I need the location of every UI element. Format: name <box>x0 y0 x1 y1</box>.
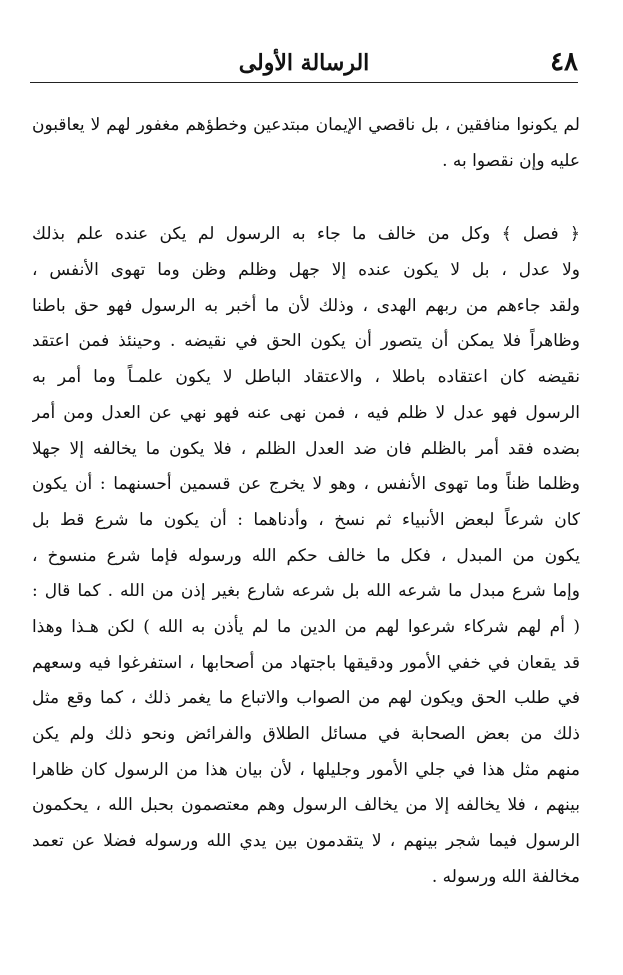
running-title: الرسالة الأولى <box>238 50 370 76</box>
paragraph-2 <box>32 217 580 895</box>
text-line: منهم مثل هذا في جلي الأمور وجليلها ، لأن بيان هذا من الرسول كان ظاهرا <box>32 759 580 780</box>
text-line: ( أم لهم شركاء شرعوا لهم من الدين ما لم يأذن به الله ) لكن هـذا وهذا <box>32 616 580 637</box>
page-number: ٤٨ <box>550 47 578 77</box>
text-line: قد يقعان في خفي الأمور ودقيقها باجتهاد من أصحابها ، استفرغوا فيه وسعهم <box>32 652 580 673</box>
text-line: وإما شرع مبدل ما شرعه الله بل شرعه شارع بغير إذن من الله . كما قال : <box>32 581 580 602</box>
text-line: ذلك من بعض الصحابة في مسائل الطلاق والفرائض ونحو ذلك ولم يكن <box>32 724 580 744</box>
header-rule <box>30 82 578 83</box>
text-line: كان شرعاً لبعض الأنبياء ثم نسخ ، وأدناهما : أن يكون ما شرع قط بل <box>32 509 580 530</box>
text-line: ولقد جاءهم من ربهم الهدى ، وذلك لأن ما أخبر به الرسول فهو حق باطنا <box>32 295 580 316</box>
text-line: مخالفة الله ورسوله . <box>431 866 580 887</box>
page-header <box>30 44 578 80</box>
text-line: الرسول فيما شجر بينهم ، لا يتقدمون بين يدي الله ورسوله فضلا عن تعمد <box>32 831 580 852</box>
text-line: نقيضه كان اعتقاده باطلا ، والاعتقاد الباطل لا يكون علمـاً وما أمر به <box>32 367 580 388</box>
text-line: الرسول فهو عدل لا ظلم فيه ، فمن نهى عنه فهو نهي عن العدل ومن أمر <box>32 402 580 423</box>
text-line: وظاهراً فلا يمكن أن يتصور أن يكون الحق في نقيضه . وحينئذ فمن اعتقد <box>32 331 580 352</box>
paragraph-gap <box>32 179 580 217</box>
text-line: لم يكونوا منافقين ، بل ناقصي الإيمان مبتدعين وخطؤهم مغفور لهم لا يعاقبون <box>32 115 580 135</box>
text-line: ﴿ فصل ﴾ وكل من خالف ما جاء به الرسول لم يكن عنده علم بذلك <box>32 224 580 245</box>
text-line: وظلما ظناً وما تهوى الأنفس ، وهو لا يخرج عن قسمين أحسنهما : أن يكون <box>32 474 580 495</box>
text-line: بضده فقد أمر بالظلم فان ضد العدل الظلم ، فلا يكون ما يخالفه إلا جهلا <box>32 438 580 459</box>
text-line: يكون من المبدل ، فكل ما خالف حكم الله ورسوله فإما شرع منسوخ ، <box>32 545 580 566</box>
text-line: ولا عدل ، بل لا يكون عنده إلا جهل وظلم وظن وما تهوى الأنفس ، <box>32 260 580 281</box>
text-line: عليه وإن نقصوا به . <box>442 150 580 171</box>
text-line: في طلب الحق ويكون لهم من الصواب والاتباع ما يغمر ذلك ، كما وقع مثل <box>32 688 580 709</box>
body-text <box>32 108 580 895</box>
paragraph-1 <box>32 108 580 179</box>
text-line: بينهم ، فلا يخالفه إلا من يخالف الرسول وهم معتصمون بحبل الله ، يحكمون <box>32 795 580 816</box>
